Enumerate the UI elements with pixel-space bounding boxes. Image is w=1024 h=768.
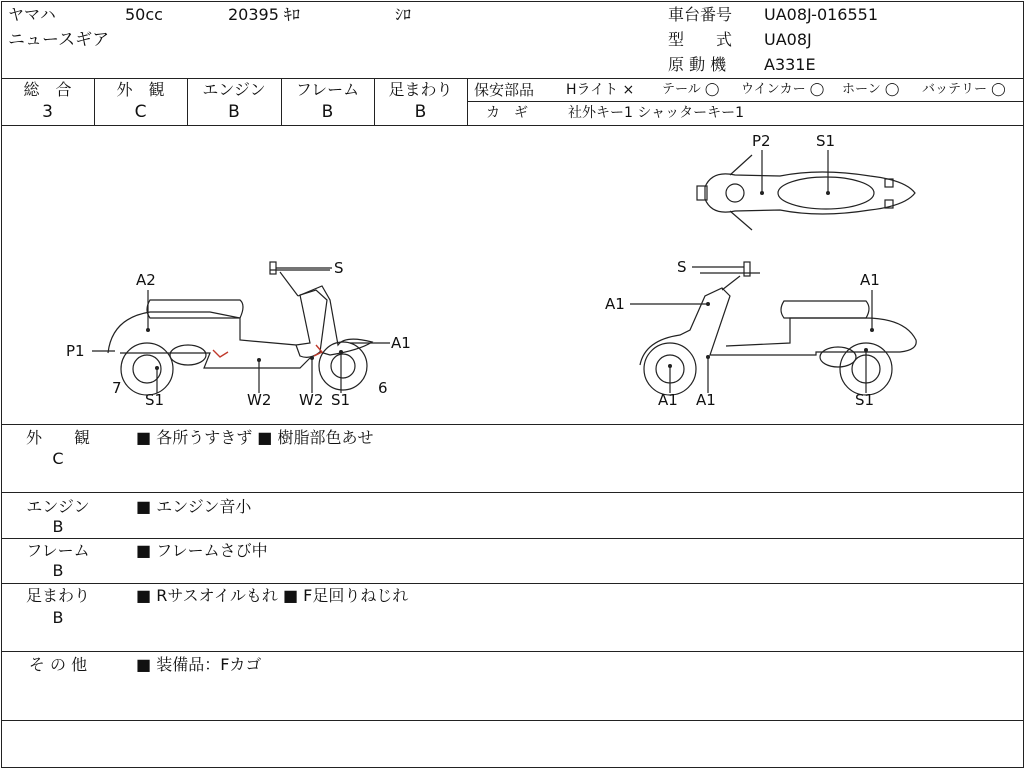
divider xyxy=(467,78,468,125)
diagram-label: P2 xyxy=(752,132,771,150)
diagram-label: 6 xyxy=(378,379,388,397)
scooter-damage-diagram xyxy=(0,126,1024,424)
note-category: そ の 他 xyxy=(28,655,88,674)
frame-no-label: 車台番号 xyxy=(668,5,733,24)
divider xyxy=(1,583,1023,584)
overall-grade: 3 xyxy=(42,102,53,122)
note-text: ■ 装備品：Fカゴ xyxy=(136,655,262,674)
divider xyxy=(468,101,1023,102)
note-text: ■ Rサスオイルもれ ■ F足回りねじれ xyxy=(136,586,409,605)
horn-status: ホーン ◯ xyxy=(842,82,900,97)
type-label: 型 式 xyxy=(668,30,733,49)
diagram-label: A1 xyxy=(605,295,625,313)
divider xyxy=(1,424,1023,425)
diagram-label: A1 xyxy=(696,391,716,409)
note-text: ■ 各所うすきず ■ 樹脂部色あせ xyxy=(136,428,374,447)
engine-grade: B xyxy=(228,102,240,122)
diagram-label: P1 xyxy=(66,342,85,360)
suspension-label: 足まわり xyxy=(388,80,453,99)
headlight-status: Hライト × xyxy=(566,82,635,98)
frame-grade-label: フレーム xyxy=(295,80,360,99)
displacement: 50cc xyxy=(125,5,163,24)
safety-label: 保安部品 xyxy=(474,81,535,99)
diagram-label: A1 xyxy=(391,334,411,352)
diagram-label: A2 xyxy=(136,271,156,289)
note-category: 外 観 xyxy=(25,428,90,447)
divider xyxy=(1,492,1023,493)
engine-label: 原 動 機 xyxy=(668,55,727,74)
note-grade: B xyxy=(52,561,64,580)
diagram-label: A1 xyxy=(860,271,880,289)
diagram-label: W2 xyxy=(299,391,324,409)
exterior-grade: C xyxy=(134,102,147,122)
exterior-label: 外 観 xyxy=(116,80,165,99)
tail-status: テール ◯ xyxy=(662,82,720,97)
battery-status: バッテリー ◯ xyxy=(922,82,1006,97)
divider xyxy=(1,78,1023,79)
note-category: エンジン xyxy=(26,497,90,516)
note-grade: B xyxy=(52,517,64,536)
note-category: 足まわり xyxy=(25,586,90,605)
model-name: ニュースギア xyxy=(8,30,110,50)
key-label: カ ギ xyxy=(486,105,528,121)
diagram-label: S xyxy=(334,259,344,277)
frame-no: UA08J-016551 xyxy=(764,5,879,24)
frame-grade: B xyxy=(321,102,334,122)
key-info: 社外キー1 シャッターキー1 xyxy=(568,105,744,121)
engine-grade-label: エンジン xyxy=(202,80,266,99)
diagram-label: W2 xyxy=(247,391,272,409)
mileage: 20395 ｷﾛ xyxy=(228,5,300,24)
divider xyxy=(1,720,1023,721)
divider xyxy=(1,651,1023,652)
engine-value: A331E xyxy=(764,55,816,74)
overall-label: 総 合 xyxy=(23,80,72,99)
note-grade: B xyxy=(52,608,64,627)
diagram-label: S xyxy=(677,258,687,276)
note-text: ■ フレームさび中 xyxy=(136,541,268,560)
diagram-label: 7 xyxy=(112,379,122,397)
note-text: ■ エンジン音小 xyxy=(136,497,252,516)
scooter-top-view xyxy=(697,155,915,230)
suspension-grade: B xyxy=(414,102,427,122)
diagram-label: S1 xyxy=(816,132,836,150)
note-category: フレーム xyxy=(26,541,90,560)
note-grade: C xyxy=(52,449,64,468)
winker-status: ウインカー ◯ xyxy=(741,82,825,97)
type-value: UA08J xyxy=(764,30,812,49)
diagram-label: S1 xyxy=(331,391,351,409)
diagram-label: S1 xyxy=(855,391,875,409)
diagram-label: S1 xyxy=(145,391,165,409)
maker: ヤマハ xyxy=(8,5,56,24)
color: ｼﾛ xyxy=(395,5,412,24)
divider xyxy=(1,538,1023,539)
diagram-label: A1 xyxy=(658,391,678,409)
